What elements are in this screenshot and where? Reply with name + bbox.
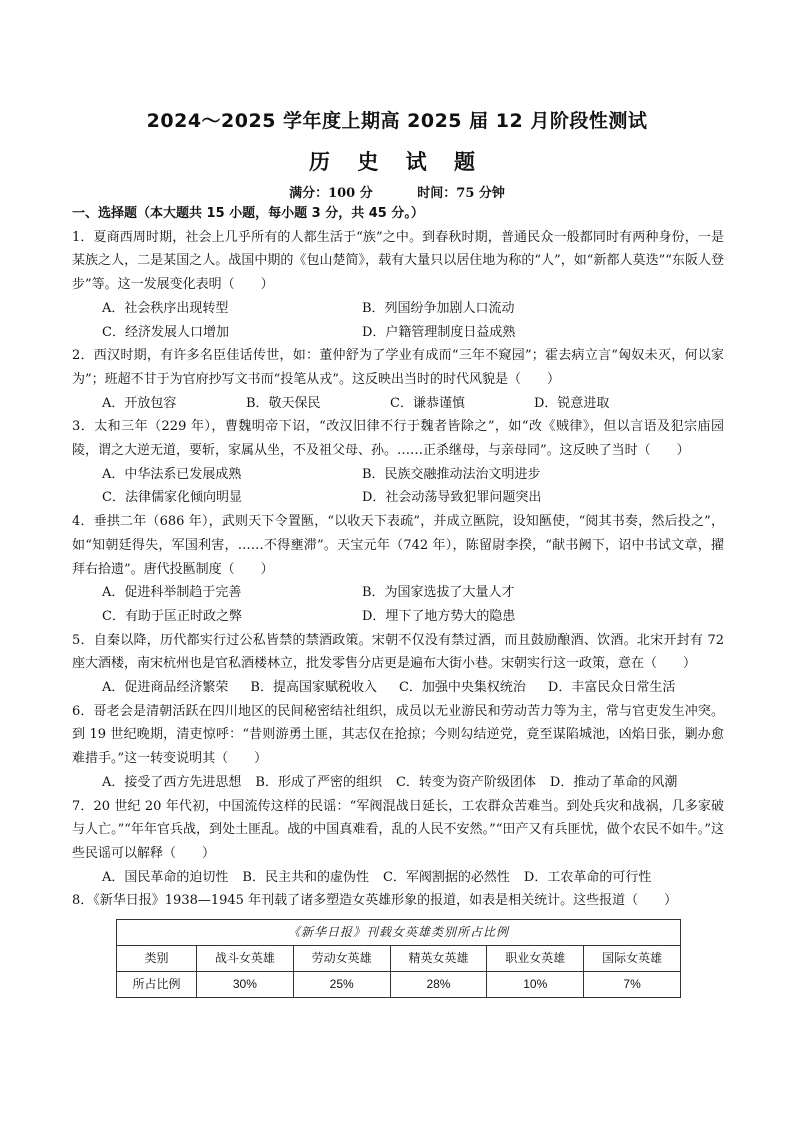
option: B．敬天保民 — [246, 395, 321, 411]
table-cell: 国际女英雄 — [584, 946, 681, 972]
question-stem: 5．自秦以降，历代都实行过公私皆禁的禁酒政策。宋朝不仅没有禁过酒，而且鼓励酿酒、饮酒。北宋开封有 72 座大酒楼，南宋杭州也是官私酒楼林立，批发零售分店更是遍布大街小巷。宋朝实行这一政策，意在（ ） — [72, 632, 724, 672]
option: B．提高国家赋税收入 — [250, 680, 377, 696]
question-options — [72, 297, 724, 344]
question-stem: 8．《新华日报》1938—1945 年刊载了诸多塑造女英雄形象的报道，如表是相关统计。这些报道（ ） — [72, 893, 678, 909]
question-list — [72, 202, 724, 998]
option: B．列国纷争加剧人口流动 — [362, 300, 515, 316]
option: D．锐意进取 — [534, 395, 610, 411]
question-options — [72, 581, 724, 628]
option: A．社会秩序出现转型 — [102, 300, 229, 316]
exam-subject: 历 史 试 题 — [309, 150, 485, 174]
option: D．推动了革命的风潮 — [549, 774, 678, 790]
option: B．形成了严密的组织 — [255, 774, 382, 790]
option: C．法律儒家化倾向明显 — [102, 490, 242, 506]
table-cell: 30% — [196, 972, 293, 998]
table-cell: 10% — [487, 972, 584, 998]
option: C．军阀割据的必然性 — [382, 869, 510, 885]
section-heading: 一、选择题（本大题共 15 小题，每小题 3 分，共 45 分。） — [72, 206, 424, 221]
option: A．中华法系已发展成熟 — [102, 466, 242, 482]
option: C．加强中央集权统治 — [398, 680, 526, 696]
question-stem: 3．太和三年（229 年），曹魏明帝下诏，“改汉旧律不行于魏者皆除之”，如“改《贼律》，但以言语及犯宗庙园陵，谓之大逆无道，要斩，家属从坐，不及祖父母、孙。……正杀继母，与亲母同”。这反映了当时（ ） — [72, 419, 724, 459]
table-cell: 战斗女英雄 — [196, 946, 293, 972]
question-options — [72, 676, 724, 700]
option: A．促进科举制趋于完善 — [102, 585, 242, 601]
question-stem: 6．哥老会是清朝活跃在四川地区的民间秘密结社组织，成员以无业游民和劳动苦力等为主，常与官吏发生冲突。到 19 世纪晚期，清吏惊呼：“昔则游勇土匪，其志仅在抢掠；今则勾结逆党，竟至谋陷城池，凶焰日张，剿办愈难措手。”这一转变说明其（ ） — [72, 703, 724, 767]
table-cell: 7% — [584, 972, 681, 998]
option: B．为国家选拔了大量人才 — [362, 585, 515, 601]
question-stem: 1．夏商西周时期，社会上几乎所有的人都生活于“族”之中。到春秋时期，普通民众一般都同时有两种身份，一是某族之人，二是某国之人。战国中期的《包山楚简》，载有大量只以居住地为称的“人”，如“新都人莫迭”“东阪人登步”等。这一发展变化表明（ ） — [72, 229, 724, 293]
question-stem: 7．20 世纪 20 年代初，中国流传这样的民谣：“军阀混战日延长，工农群众苦难当。到处兵灾和战祸，几多家破与人亡。”“年年官兵战，到处土匪乱。战的中国真难看，乱的人民不安然。”“田产又有兵匪忧，做个农民不如牛。”这些民谣可以解释（ ） — [72, 798, 724, 861]
table-cell: 28% — [390, 972, 487, 998]
option: B．民主共和的虚伪性 — [242, 869, 369, 885]
exam-meta — [0, 182, 794, 201]
table-row-label: 类别 — [117, 946, 197, 972]
option: A．促进商品经济繁荣 — [102, 680, 229, 696]
full-score: 满分：100 分 — [289, 186, 373, 201]
option: D．埋下了地方势大的隐患 — [362, 608, 516, 624]
table-row-label: 所占比例 — [117, 972, 197, 998]
question-options — [72, 866, 724, 890]
question-stem: 2．西汉时期，有许多名臣佳话传世，如：董仲舒为了学业有成而“三年不窥园”；霍去病立言“匈奴未灭，何以家为”；班超不甘于为官府抄写文书而“投笔从戎”。这反映出当时的时代风貌是（ ） — [72, 348, 724, 387]
option: B．民族交融推动法治文明进步 — [362, 466, 541, 482]
table-cell: 劳动女英雄 — [293, 946, 390, 972]
option: A．开放包容 — [102, 395, 177, 411]
table-cell: 25% — [293, 972, 390, 998]
question-options — [72, 463, 724, 510]
table-cell: 职业女英雄 — [487, 946, 584, 972]
option: D．社会动荡导致犯罪问题突出 — [362, 490, 542, 506]
table-caption: 《新华日报》刊载女英雄类别所占比例 — [117, 920, 681, 946]
option: C．经济发展人口增加 — [102, 324, 229, 340]
option: C．有助于匡正时政之弊 — [102, 608, 242, 624]
option: C．转变为资产阶级团体 — [395, 774, 536, 790]
question-options — [72, 392, 724, 416]
question-options — [72, 771, 724, 795]
table-row — [117, 972, 681, 998]
option: A．接受了西方先进思想 — [102, 774, 242, 790]
option: D．丰富民众日常生活 — [547, 680, 676, 696]
question-stem: 4．垂拱二年（686 年），武则天下令置匦，“以收天下表疏”，并成立匦院，设知匦使，“阅其书奏，然后投之”，如“知朝廷得失，军国利害，……不得壅滞”。天宝元年（742 年），陈留尉李揆，“献书阙下，诏中书试文章，擢拜右拾遗”。唐代投匦制度（ ） — [72, 514, 724, 577]
option: A．国民革命的迫切性 — [102, 869, 229, 885]
time-limit: 时间：75 分钟 — [417, 186, 505, 201]
table-cell: 精英女英雄 — [390, 946, 487, 972]
statistics-table — [116, 919, 681, 998]
option: C．谦恭谨慎 — [390, 395, 465, 411]
table-row — [117, 946, 681, 972]
option: D．工农革命的可行性 — [523, 869, 652, 885]
exam-title: 2024～2025 学年度上期高 2025 届 12 月阶段性测试 — [146, 110, 648, 132]
option: D．户籍管理制度日益成熟 — [362, 324, 516, 340]
